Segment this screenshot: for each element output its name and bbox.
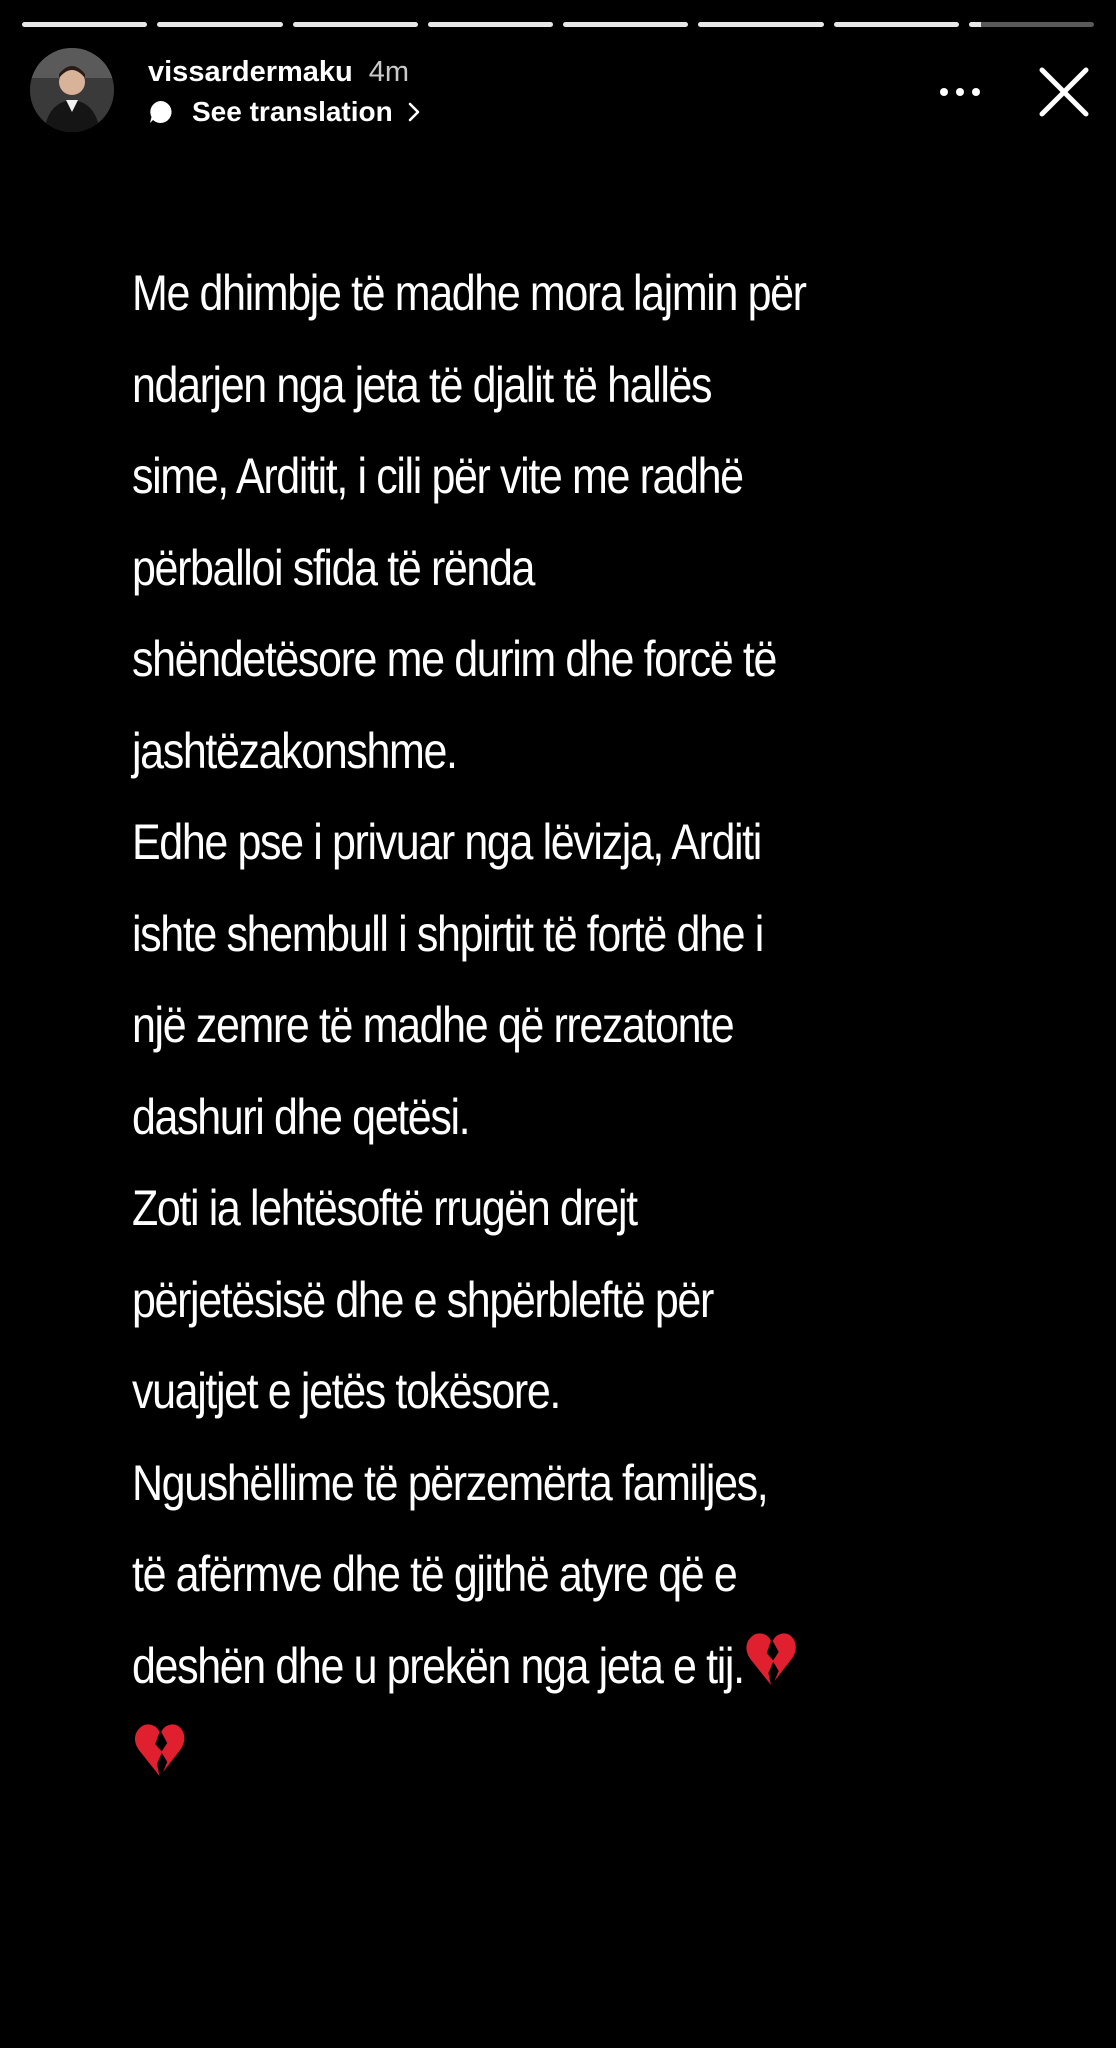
progress-segment: [428, 22, 553, 27]
story-line: dashuri dhe qetësi.: [132, 1088, 470, 1145]
see-translation-link[interactable]: [148, 94, 421, 130]
username-line: [148, 54, 409, 90]
story-line: shëndetësore me durim dhe forcë të: [132, 631, 776, 687]
progress-segment: [157, 22, 282, 27]
story-line: përjetësisë dhe e shpërbleftë për: [132, 1271, 713, 1328]
story-line: një zemre të madhe që rrezatonte: [132, 997, 734, 1053]
more-options-icon: [938, 86, 982, 98]
story-line: përballoi sfida të rënda: [132, 539, 535, 596]
progress-segment: [22, 22, 147, 27]
avatar-image: [30, 48, 114, 132]
story-line-emoji: [132, 1712, 906, 1804]
progress-segment: [293, 22, 418, 27]
post-time: 4m: [368, 56, 410, 88]
story-line-last: [132, 1621, 906, 1713]
story-line-text: deshën dhe u prekën nga jeta e tij.: [132, 1637, 744, 1694]
story-progress-bar: [22, 22, 1094, 28]
story-line: të afërmve dhe të gjithë atyre që e: [132, 1546, 737, 1602]
progress-segment: [969, 22, 1094, 27]
progress-segment: [698, 22, 823, 27]
see-translation-label: See translation: [192, 96, 393, 127]
username[interactable]: vissardermaku: [148, 56, 353, 88]
broken-heart-icon: [744, 1629, 799, 1689]
story-line: ndarjen nga jeta të djalit të hallës: [132, 356, 712, 413]
more-options-button[interactable]: [930, 72, 990, 112]
story-line: Zoti ia lehtësoftë rrugën drejt: [132, 1180, 637, 1236]
story-line: Me dhimbje të madhe mora lajmin për: [132, 265, 806, 321]
translation-bubble-icon: [148, 99, 174, 125]
progress-segment: [563, 22, 688, 27]
broken-heart-icon: [132, 1720, 187, 1780]
story-line: Edhe pse i privuar nga lëvizja, Arditi: [132, 814, 761, 870]
progress-segment: [834, 22, 959, 27]
story-line: vuajtjet e jetës tokësore.: [132, 1363, 560, 1419]
chevron-right-icon: [407, 101, 421, 123]
story-text: [132, 248, 906, 1804]
story-line: ishte shembull i shpirtit të fortë dhe i: [132, 905, 763, 962]
story-header: [30, 48, 1090, 138]
story-line: Ngushëllime të përzemërta familjes,: [132, 1454, 768, 1511]
story-line: sime, Arditit, i cili për vite me radhë: [132, 448, 743, 504]
close-icon: [1032, 60, 1096, 124]
avatar[interactable]: [30, 48, 114, 132]
story-line: jashtëzakonshme.: [132, 722, 457, 779]
close-button[interactable]: [1032, 60, 1096, 124]
